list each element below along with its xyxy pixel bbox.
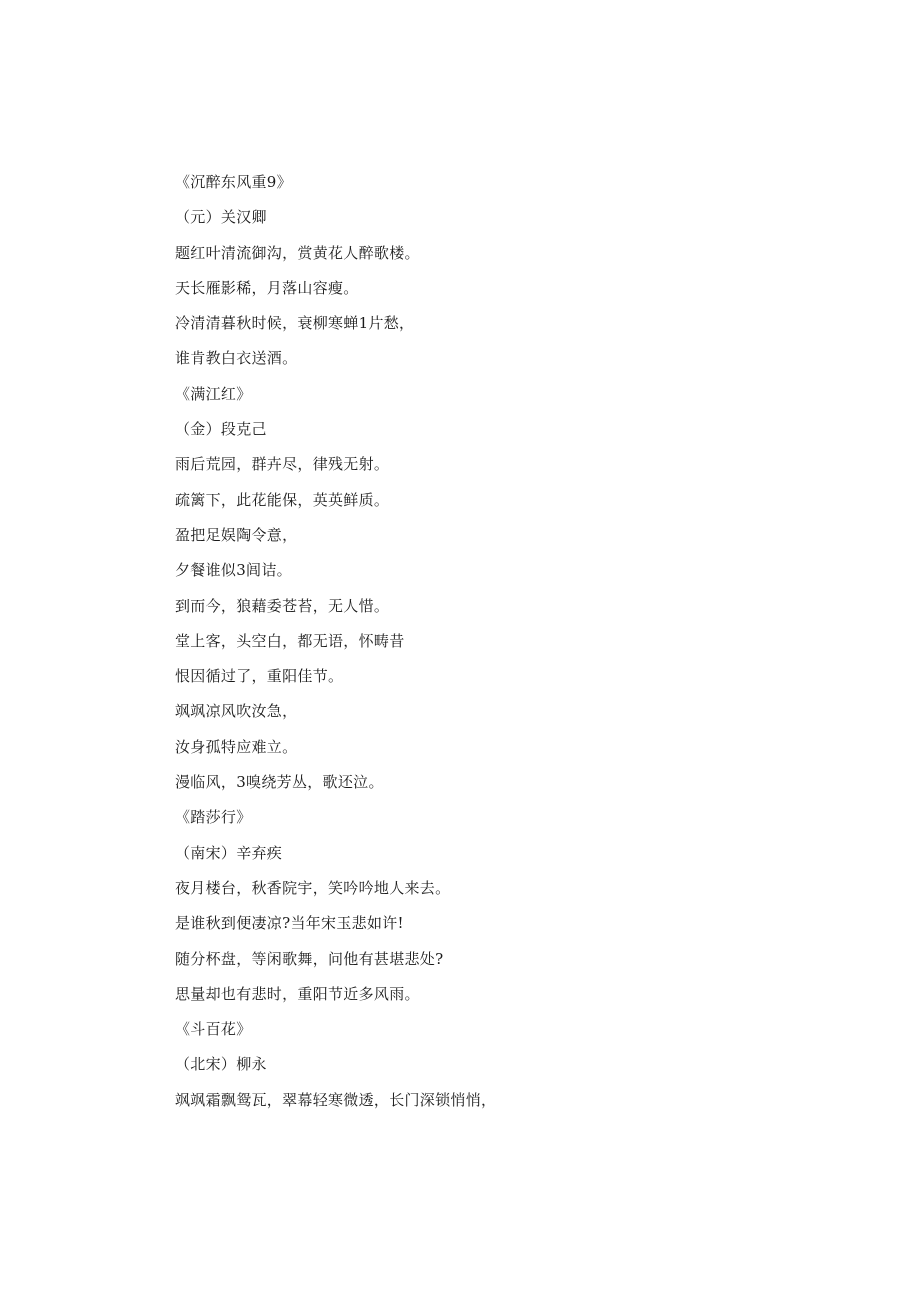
poem-line: 漫临风，3嗅绕芳丛，歌还泣。	[175, 773, 384, 792]
poem-author: （南宋）辛弃疾	[175, 843, 283, 862]
poem-title: 《斗百花》	[175, 1020, 252, 1039]
poem-line: 疏篱下，此花能保，英英鲜质。	[175, 490, 390, 509]
poem-line: 思量却也有悲时，重阳节近多风雨。	[175, 984, 420, 1003]
poem-title: 《沉醉东风重9》	[175, 173, 292, 191]
poem-line: 题红叶清流御沟，赏黄花人醉歌楼。	[175, 243, 420, 262]
poem-line: 是谁秋到便凄凉?当年宋玉悲如许!	[175, 914, 404, 933]
poem-line: 雨后荒园，群卉尽，律残无射。	[175, 455, 390, 474]
poem-line: 恨因循过了，重阳佳节。	[175, 667, 344, 686]
poem-title: 《满江红》	[175, 384, 252, 403]
poem-line: 飒飒凉风吹汝急，	[175, 702, 298, 721]
poem-line: 天长雁影稀，月落山容瘦。	[175, 278, 359, 297]
poem-line: 冷清清暮秋时候，衰柳寒蝉1片愁，	[175, 314, 415, 333]
poem-author: （金）段克己	[175, 420, 267, 439]
poem-line: 汝身孤特应难立。	[175, 737, 298, 756]
poem-line: 夕餐谁似3闾诘。	[175, 561, 292, 580]
poem-author: （元）关汉卿	[175, 208, 267, 227]
poem-line: 夜月楼台，秋香院宇，笑吟吟地人来去。	[175, 878, 451, 897]
poem-line: 盈把足娱陶令意，	[175, 525, 298, 544]
poem-line: 堂上客，头空白，都无语，怀畴昔	[175, 631, 405, 650]
poem-title: 《踏莎行》	[175, 808, 252, 827]
poem-text-block	[175, 170, 815, 1123]
poem-author: （北宋）柳永	[175, 1055, 267, 1074]
poem-line: 谁肯教白衣送酒。	[175, 349, 298, 368]
poem-line: 到而今，狼藉委苍苔，无人惜。	[175, 596, 390, 615]
poem-line: 飒飒霜飘鸳瓦，翠幕轻寒微透，长门深锁悄悄，	[175, 1090, 497, 1109]
poem-line: 随分杯盘，等闲歌舞，问他有甚堪悲处?	[175, 949, 444, 968]
